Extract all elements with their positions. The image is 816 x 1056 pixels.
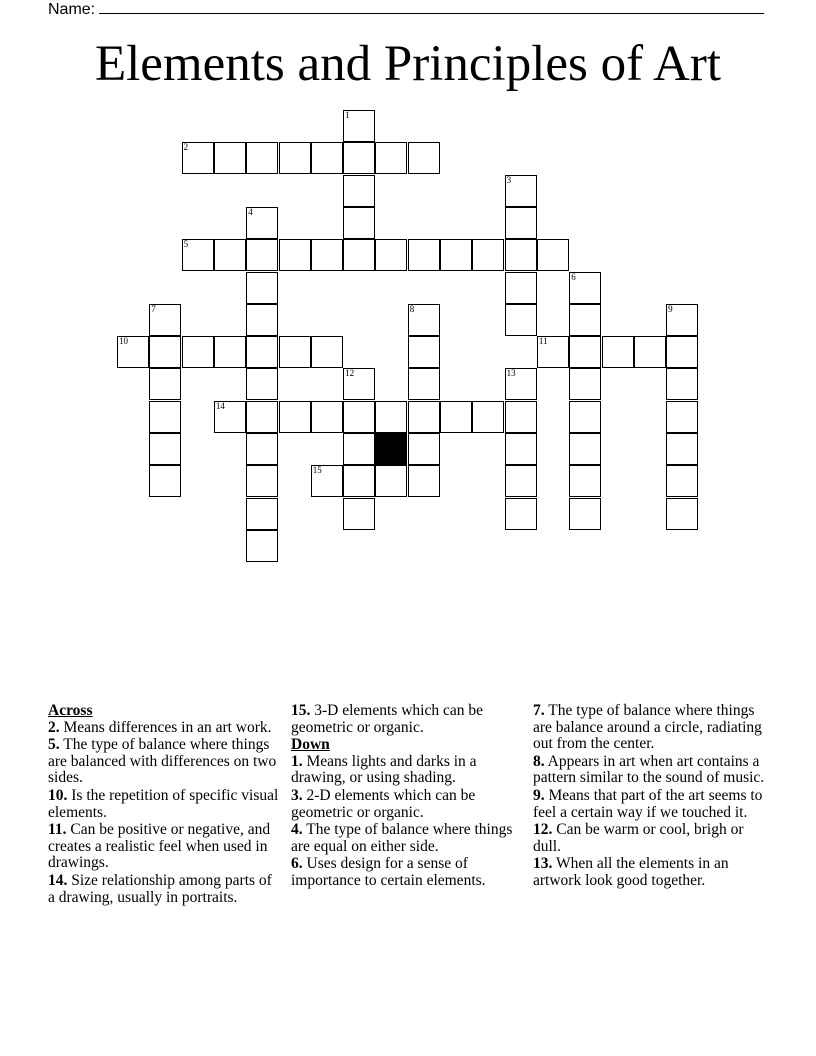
clue-number: 1: [345, 110, 350, 120]
clue-number: 2: [183, 142, 189, 153]
grid-cell[interactable]: [569, 272, 601, 304]
grid-cell[interactable]: [537, 336, 569, 368]
clue-number: 15: [312, 465, 322, 476]
grid-cell[interactable]: [214, 142, 246, 174]
grid-cell[interactable]: [246, 433, 278, 465]
grid-cell[interactable]: [408, 239, 440, 271]
grid-cell[interactable]: [279, 239, 311, 271]
clue-across-2: 2. Means differences in an art work.: [48, 718, 272, 736]
clue-number: 4: [248, 206, 253, 217]
clue-down-1: 1. Means lights and darks in a drawing, or using shading.: [291, 752, 477, 787]
clue-across-5: 5. The type of balance where things are balanced with differences on two sides.: [48, 736, 277, 787]
grid-cell[interactable]: [311, 142, 343, 174]
grid-cell[interactable]: [343, 498, 375, 530]
clues-column-1: [48, 703, 280, 907]
clues-column-3: [533, 703, 765, 891]
grid-cell[interactable]: [311, 465, 343, 497]
grid-cell[interactable]: [505, 498, 537, 530]
grid-cell[interactable]: [666, 368, 698, 400]
grid-cell[interactable]: [408, 433, 440, 465]
grid-cell[interactable]: [602, 336, 634, 368]
grid-cell[interactable]: [279, 142, 311, 174]
clue-number: 7: [151, 303, 156, 314]
grid-cell[interactable]: [311, 401, 343, 433]
grid-cell[interactable]: [279, 401, 311, 433]
clue-number: 13: [506, 368, 516, 379]
grid-cell[interactable]: [569, 368, 601, 400]
down-heading: Down: [291, 736, 330, 754]
grid-cell[interactable]: [440, 401, 472, 433]
grid-cell[interactable]: [246, 142, 278, 174]
clue-across-14: 14. Size relationship among parts of a drawing, usually in portraits.: [48, 871, 272, 906]
grid-cell[interactable]: [569, 336, 601, 368]
clue-down-7: 7. The type of balance where things are balance around a circle, radiating out from the center.: [533, 702, 762, 753]
grid-cell[interactable]: [472, 239, 504, 271]
grid-cell[interactable]: [408, 465, 440, 497]
grid-cell[interactable]: [505, 272, 537, 304]
grid-cell[interactable]: [343, 207, 375, 239]
grid-cell[interactable]: [343, 110, 375, 142]
clue-down-6: 6. Uses design for a sense of importance to certain elements.: [291, 855, 486, 889]
black-cell: [375, 433, 407, 465]
grid-cell[interactable]: [569, 433, 601, 465]
clue-across-10: 10. Is the repetition of specific visual elements.: [48, 786, 279, 821]
grid-cell[interactable]: [408, 336, 440, 368]
grid-cell[interactable]: [569, 401, 601, 433]
clue-number: 10: [119, 336, 128, 347]
name-label: Name:: [48, 1, 96, 18]
grid-cell[interactable]: [375, 142, 407, 174]
clue-down-9: 9. Means that part of the art seems to feel a certain way if we touched it.: [533, 786, 763, 821]
grid-cell[interactable]: [343, 465, 375, 497]
grid-cell[interactable]: [343, 368, 375, 400]
grid-cell[interactable]: [246, 465, 278, 497]
grid-cell[interactable]: [569, 465, 601, 497]
grid-cell[interactable]: [311, 239, 343, 271]
grid-cell[interactable]: [505, 401, 537, 433]
grid-cell[interactable]: [505, 239, 537, 271]
grid-cell[interactable]: [375, 401, 407, 433]
clue-number: 12: [345, 368, 355, 379]
grid-cell[interactable]: [505, 304, 537, 336]
across-heading: Across: [48, 702, 93, 719]
grid-cell[interactable]: [343, 142, 375, 174]
grid-cell[interactable]: [505, 368, 537, 400]
grid-cell[interactable]: [246, 368, 278, 400]
clue-across-15: 15. 3-D elements which can be geometric or organic.: [291, 702, 483, 736]
clue-down-13: 13. When all the elements in an artwork look good together.: [533, 855, 729, 889]
clue-number: 11: [538, 336, 548, 347]
grid-cell[interactable]: [246, 207, 278, 239]
grid-cell[interactable]: [666, 465, 698, 497]
clue-across-11: 11. Can be positive or negative, and creates a realistic feel when used in drawings.: [48, 821, 271, 872]
grid-cell[interactable]: [343, 175, 375, 207]
grid-cell[interactable]: [375, 465, 407, 497]
grid-cell[interactable]: [182, 239, 214, 271]
grid-cell[interactable]: [214, 401, 246, 433]
grid-cell[interactable]: [666, 433, 698, 465]
grid-cell[interactable]: [408, 142, 440, 174]
grid-cell[interactable]: [149, 433, 181, 465]
clue-down-12: 12. Can be warm or cool, brigh or dull.: [533, 821, 744, 855]
page-title: Elements and Principles of Art: [94, 36, 722, 92]
grid-cell[interactable]: [666, 304, 698, 336]
grid-cell[interactable]: [343, 433, 375, 465]
grid-cell[interactable]: [246, 336, 278, 368]
grid-cell[interactable]: [666, 336, 698, 368]
grid-cell[interactable]: [440, 239, 472, 271]
grid-cell[interactable]: [246, 401, 278, 433]
grid-cell[interactable]: [537, 239, 569, 271]
clue-down-3: 3. 2-D elements which can be geometric or organic.: [291, 786, 476, 821]
grid-cell[interactable]: [408, 304, 440, 336]
grid-cell[interactable]: [246, 272, 278, 304]
clue-number: 9: [668, 303, 673, 314]
grid-cell[interactable]: [505, 175, 537, 207]
grid-cell[interactable]: [343, 401, 375, 433]
clues-column-2: [291, 703, 523, 891]
grid-cell[interactable]: [246, 530, 278, 562]
grid-cell[interactable]: [149, 304, 181, 336]
grid-cell[interactable]: [279, 336, 311, 368]
clue-number: 14: [215, 400, 225, 411]
clue-down-4: 4. The type of balance where things are equal on either side.: [291, 821, 513, 855]
clue-number: 8: [409, 303, 415, 314]
grid-cell[interactable]: [149, 336, 181, 368]
grid-cell[interactable]: [569, 304, 601, 336]
grid-cell[interactable]: [311, 336, 343, 368]
grid-cell[interactable]: [149, 401, 181, 433]
grid-cell[interactable]: [343, 239, 375, 271]
grid-cell[interactable]: [408, 401, 440, 433]
clue-number: 3: [506, 174, 512, 185]
grid-cell[interactable]: [149, 368, 181, 400]
grid-cell[interactable]: [505, 207, 537, 239]
grid-cell[interactable]: [214, 239, 246, 271]
grid-cell[interactable]: [505, 433, 537, 465]
grid-cell[interactable]: [214, 336, 246, 368]
grid-cell[interactable]: [246, 304, 278, 336]
grid-cell[interactable]: [246, 498, 278, 530]
grid-cell[interactable]: [666, 401, 698, 433]
grid-cell[interactable]: [505, 465, 537, 497]
clue-number: 5: [183, 239, 189, 250]
grid-cell[interactable]: [375, 239, 407, 271]
grid-cell[interactable]: [149, 465, 181, 497]
clue-down-8: 8. Appears in art when art contains a pattern similar to the sound of music.: [533, 752, 765, 787]
grid-cell[interactable]: [182, 142, 214, 174]
grid-cell[interactable]: [472, 401, 504, 433]
grid-cell[interactable]: [246, 239, 278, 271]
grid-cell[interactable]: [408, 368, 440, 400]
grid-cell[interactable]: [569, 498, 601, 530]
grid-cell[interactable]: [634, 336, 666, 368]
grid-cell[interactable]: [666, 498, 698, 530]
clue-number: 6: [571, 271, 576, 282]
grid-cell[interactable]: [182, 336, 214, 368]
grid-cell[interactable]: [117, 336, 149, 368]
